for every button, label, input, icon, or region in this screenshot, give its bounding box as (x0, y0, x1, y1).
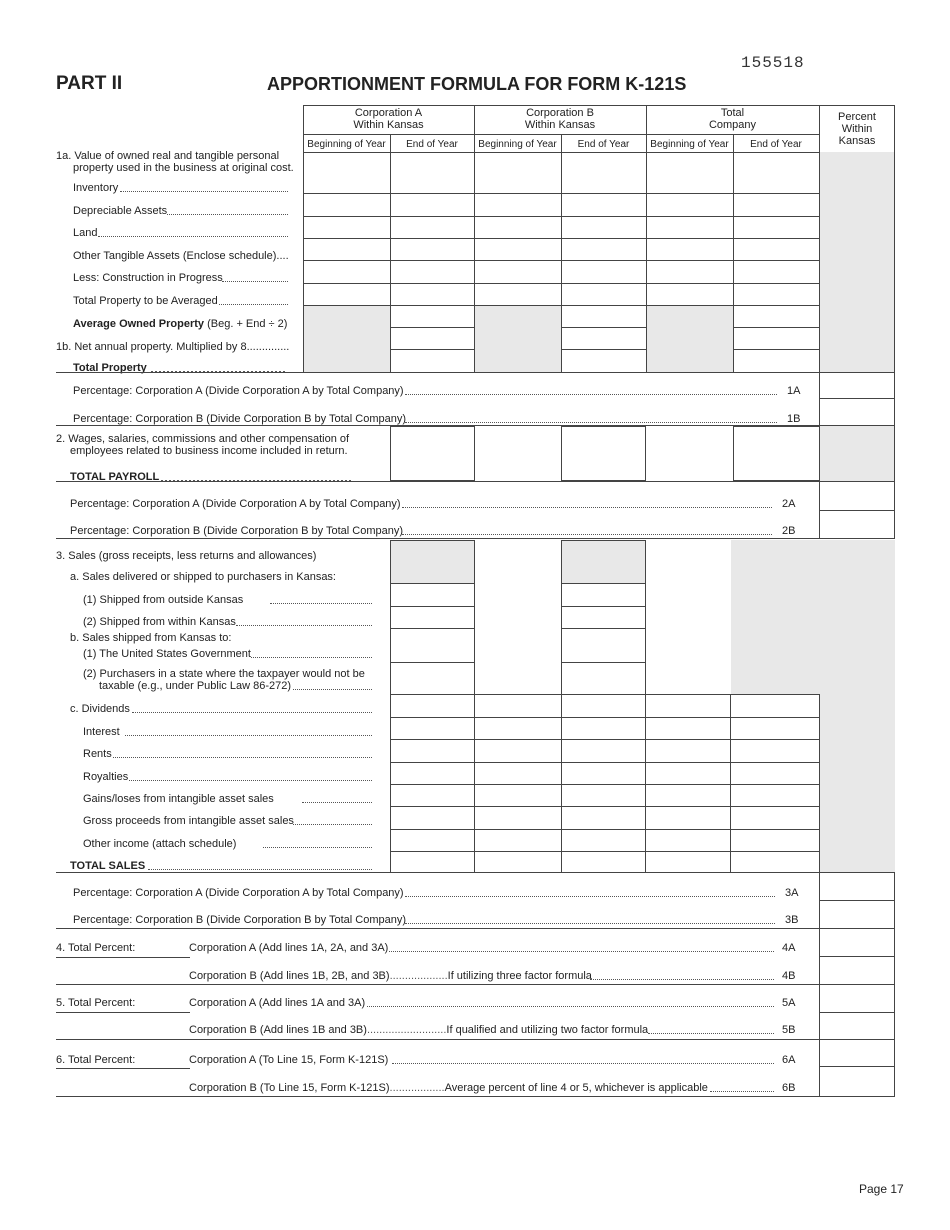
label-depreciable-assets: Depreciable Assets (73, 205, 168, 217)
label-sales-b1: (1) The United States Government (83, 648, 251, 660)
label-average-owned-property: Average Owned Property (Beg. + End ÷ 2) (73, 318, 288, 330)
percent-column-shade (819, 152, 895, 372)
label-6b: Corporation B (To Line 15, Form K-121S)..................Average percent of line 4 or 5, whichever is applicable (189, 1082, 708, 1094)
col-sub-end-b: End of Year (577, 139, 630, 150)
label-sales-other-income: Other income (attach schedule) (83, 838, 237, 850)
label-4a: Corporation A (Add lines 1A, 2A, and 3A) (189, 942, 389, 954)
label-total-payroll: TOTAL PAYROLL (70, 471, 160, 483)
payroll-input-corp-b[interactable] (561, 426, 646, 481)
label-sales-a: a. Sales delivered or shipped to purchasers in Kansas: (70, 571, 336, 583)
input-3b[interactable] (819, 900, 895, 929)
label-sales-interest: Interest (83, 726, 120, 738)
page-number: Page 17 (859, 1182, 904, 1196)
label-pct-3b: Percentage: Corporation B (Divide Corporation B by Total Company) (73, 914, 407, 926)
label-sales-royalties: Royalties (83, 771, 129, 783)
ref-5a: 5A (782, 997, 796, 1009)
col-sub-beginning-b: Beginning of Year (478, 139, 557, 150)
label-sales-gains: Gains/loses from intangible asset sales (83, 793, 274, 805)
label-sales-rents: Rents (83, 748, 112, 760)
sales-shade-total-col (731, 561, 819, 694)
col-sub-end-a: End of Year (406, 139, 458, 150)
sales-shade-b-top (562, 540, 645, 583)
payroll-input-corp-a[interactable] (390, 426, 475, 481)
input-5a[interactable] (819, 984, 895, 1013)
ref-4b: 4B (782, 970, 796, 982)
col-header-percent: Percent Within Kansas (838, 111, 876, 147)
label-sales-b2-line1: (2) Purchasers in a state where the taxpayer would not be (83, 668, 365, 680)
label-construction-in-progress: Less: Construction in Progress (73, 272, 223, 284)
label-sales-a2: (2) Shipped from within Kansas (83, 616, 236, 628)
ref-6a: 6A (782, 1054, 796, 1066)
input-3a[interactable] (819, 872, 895, 901)
label-4b: Corporation B (Add lines 1B, 2B, and 3B)...................If utilizing three factor formula (189, 970, 592, 982)
document-number: 155518 (741, 54, 805, 72)
label-other-tangible-assets: Other Tangible Assets (Enclose schedule).... (73, 250, 289, 262)
col-header-corp-b: Corporation B Within Kansas (524, 107, 596, 131)
sales-shade-top (731, 540, 895, 561)
label-total-property: Total Property (73, 362, 147, 374)
label-sales-gross-proceeds: Gross proceeds from intangible asset sales (83, 815, 294, 827)
input-6b[interactable] (819, 1066, 895, 1097)
ref-1b: 1B (787, 413, 801, 425)
label-pct-1b: Percentage: Corporation B (Divide Corporation B by Total Company) (73, 413, 407, 425)
property-heading-line1: 1a. Value of owned real and tangible personal (56, 150, 280, 162)
input-1a[interactable] (819, 372, 895, 399)
col-header-corp-a: Corporation A Within Kansas (353, 107, 424, 131)
payroll-percent-shade (820, 426, 895, 481)
label-line5: 5. Total Percent: (56, 997, 136, 1009)
label-5b: Corporation B (Add lines 1B and 3B)..........................If qualified and utilizing two factor formula (189, 1024, 649, 1036)
ref-2a: 2A (782, 498, 796, 510)
col-sub-beginning-total: Beginning of Year (650, 139, 729, 150)
sales-shade-a-top (391, 540, 474, 583)
label-sales-a1: (1) Shipped from outside Kansas (83, 594, 244, 606)
page-title: APPORTIONMENT FORMULA FOR FORM K-121S (267, 74, 687, 94)
part-label: PART II (56, 73, 123, 94)
ref-3a: 3A (785, 887, 799, 899)
label-total-sales: TOTAL SALES (70, 860, 146, 872)
ref-2b: 2B (782, 525, 796, 537)
label-pct-2a: Percentage: Corporation A (Divide Corporation A by Total Company) (70, 498, 401, 510)
payroll-input-total[interactable] (733, 426, 820, 481)
input-6a[interactable] (819, 1039, 895, 1067)
label-inventory: Inventory (73, 182, 119, 194)
sales-heading: 3. Sales (gross receipts, less returns and allowances) (56, 550, 317, 562)
payroll-heading-line1: 2. Wages, salaries, commissions and other compensation of (56, 433, 350, 445)
label-6a: Corporation A (To Line 15, Form K-121S) (189, 1054, 389, 1066)
col-header-total: Total Company (708, 107, 757, 131)
label-line4: 4. Total Percent: (56, 942, 136, 954)
input-4b[interactable] (819, 956, 895, 985)
label-5a: Corporation A (Add lines 1A and 3A) (189, 997, 366, 1009)
input-2a[interactable] (819, 481, 895, 511)
label-sales-b2-line2: taxable (e.g., under Public Law 86-272) (99, 680, 292, 692)
sales-shade-percent-col (819, 561, 895, 872)
label-net-annual-property: 1b. Net annual property. Multiplied by 8.............. (56, 341, 290, 353)
ref-4a: 4A (782, 942, 796, 954)
label-sales-b: b. Sales shipped from Kansas to: (70, 632, 232, 644)
label-pct-2b: Percentage: Corporation B (Divide Corporation B by Total Company) (70, 525, 404, 537)
label-pct-3a: Percentage: Corporation A (Divide Corporation A by Total Company) (73, 887, 404, 899)
ref-1a: 1A (787, 385, 801, 397)
payroll-heading-line2: employees related to business income included in return. (70, 445, 348, 457)
ref-5b: 5B (782, 1024, 796, 1036)
input-1b[interactable] (819, 398, 895, 426)
label-pct-1a: Percentage: Corporation A (Divide Corporation A by Total Company) (73, 385, 404, 397)
label-land: Land (73, 227, 98, 239)
label-sales-c-dividends: c. Dividends (70, 703, 130, 715)
ref-6b: 6B (782, 1082, 796, 1094)
col-sub-beginning-a: Beginning of Year (307, 139, 386, 150)
input-2b[interactable] (819, 510, 895, 539)
property-heading-line2: property used in the business at original cost. (73, 162, 294, 174)
label-total-property-averaged: Total Property to be Averaged (73, 295, 218, 307)
input-5b[interactable] (819, 1012, 895, 1040)
col-sub-end-total: End of Year (750, 139, 802, 150)
label-line6: 6. Total Percent: (56, 1054, 136, 1066)
input-4a[interactable] (819, 928, 895, 957)
ref-3b: 3B (785, 914, 799, 926)
